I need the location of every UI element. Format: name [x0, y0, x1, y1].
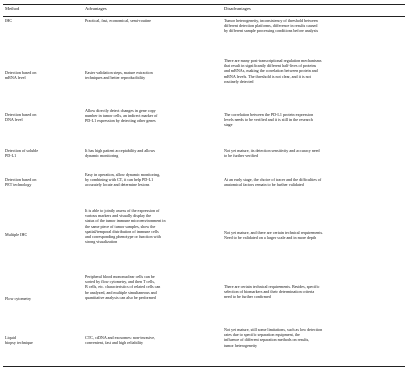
row-disadvantages: Tumor heterogeneity, inconsistency of threshold between different detection platforms, difference in results caused by different sample processing conditions before analysis: [224, 18, 319, 34]
header-disadvantages: Disadvantages: [224, 6, 251, 11]
table-row: [3, 144, 405, 170]
header-advantages: Advantages: [85, 6, 107, 11]
row-disadvantages: Not yet mature, its detection sensitivity and accuracy need to be further verified: [224, 148, 320, 159]
bottom-rule: [3, 366, 405, 367]
header-rule: [3, 16, 405, 17]
header-method: Method: [5, 6, 20, 11]
row-disadvantages: There are certain technical requirements. Besides, specific selection of biomarkers and their determination criteria need to be further confirmed: [224, 284, 320, 300]
table-row: [3, 108, 405, 144]
table-row: [3, 172, 405, 206]
row-advantages: Easier validation steps, mature extraction techniques and better reproducibility: [85, 70, 153, 81]
row-disadvantages: Not yet mature, and there are certain technical requirements. Need to be validated on a larger scale and in more depth: [224, 230, 324, 241]
row-method: IHC: [5, 18, 13, 23]
table-row: [3, 18, 405, 58]
row-disadvantages: There are many post-transcriptional regulation mechanisms that result in significantly different half-lives of proteins and mRNAs, making the correlation between protein and mRNA levels. The threshold is not clear, and it is not routinely detected: [224, 58, 322, 84]
row-disadvantages: Not yet mature, still some limitations, such as low detection rates due to specific separation equipment, the influence of different separation methods on results, tumor heterogeneity: [224, 327, 323, 348]
row-disadvantages: At an early stage, the choice of tracer and the difficulties of anatomical factors remain to be further validated: [224, 177, 322, 188]
table-row: [3, 325, 405, 363]
row-advantages: Peripheral blood mononuclear cells can be sorted by flow cytometry, and then T cells, B cells, etc. characteristics of related cells can be analyzed, and multiple simultaneous and quantitative analysis can also be performed: [85, 274, 161, 300]
top-rule: [3, 4, 405, 5]
row-advantages: Allow directly detect changes in gene copy number in tumor cells, an indirect marker of PD-L1 expression by detecting other genes: [85, 108, 158, 124]
row-method: Detection based on mRNA level: [5, 70, 37, 81]
row-method: Detection of soluble PD-L1: [5, 148, 39, 159]
table-row: [3, 208, 405, 270]
table-row: [3, 274, 405, 322]
row-disadvantages: The correlation between the PD-L1 protein expression levels needs to be verified and it is still in the research stage: [224, 112, 314, 128]
row-method: Detection based on PET technology: [5, 177, 37, 188]
row-advantages: Easy in operation, allow dynamic monitoring, by combining with CT, it can help PD-L1 accurately locate and determine lesions: [85, 172, 161, 188]
row-method: Liquid biopsy technique: [5, 335, 33, 346]
row-method: Detection based on DNA level: [5, 112, 37, 123]
row-method: Multiple IHC: [5, 232, 28, 237]
row-advantages: It is able to jointly assess of the expression of various markers and visually display the status of the tumor immune microenvironment in the same piece of tumor samples, show the spatial/temporal distribution of immune cells and corresponding phenotype or function with strong visualization: [85, 208, 166, 245]
row-advantages: It has high patient acceptability and allows dynamic monitoring: [85, 148, 156, 159]
row-advantages: CTC, ctDNA and exosomes: non-invasive, convenient, fast and high reliability: [85, 335, 156, 346]
row-advantages: Practical, fast, economical, semi-routine: [85, 18, 151, 23]
table-row: [3, 58, 405, 100]
row-method: Flow cytometry: [5, 296, 32, 301]
table-header-row: [3, 6, 405, 16]
